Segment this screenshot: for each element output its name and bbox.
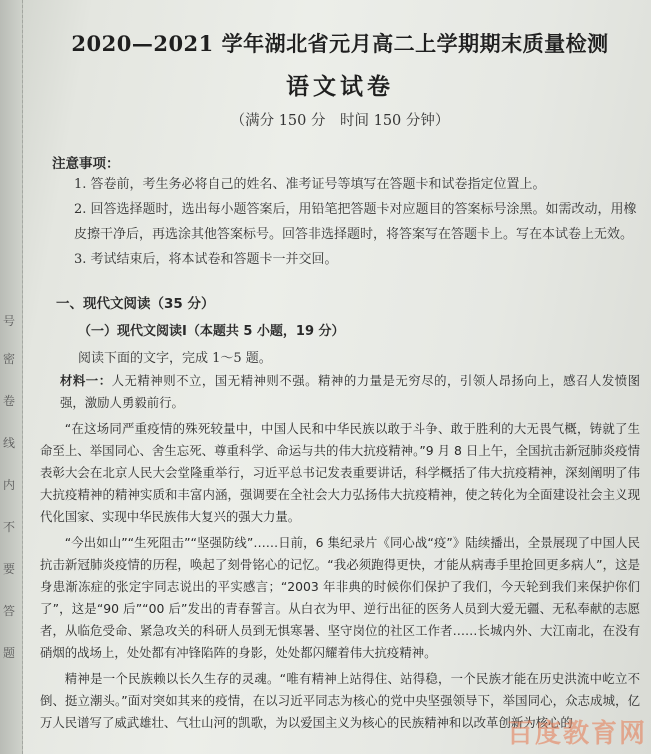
margin-char: 密 bbox=[2, 352, 15, 366]
margin-char: 内 bbox=[2, 478, 15, 492]
paragraph-text: 人无精神则不立，国无精神则不强。精神的力量是无穷尽的，引领人昂扬向上，感召人发愤图强，激励人勇毅前行。 bbox=[60, 373, 641, 410]
note-item: 2. 回答选择题时，选出每小题答案后，用铅笔把答题卡对应题目的答案标号涂黑。如需改动，用橡皮擦干净后，再选涂其他答案标号。回答非选择题时，将答案写在答题卡上。写在本试卷上无效。 bbox=[74, 202, 637, 242]
margin-char: 要 bbox=[2, 562, 15, 576]
margin-char: 答 bbox=[2, 604, 15, 618]
body-paragraph: “今出如山”“生死阻击”“坚强防线”……日前，6 集纪录片《同心战“疫”》陆续播出，全景展现了中国人民抗击新冠肺炎疫情的历程，唤起了刻骨铭心的记忆。“我必须跑得更快，才能从病毒手里抢回更多病人”，这是身患渐冻症的张定宇同志说出的平实感言；“2003 年非典的时候你们保护了我们，今天轮到我们来保护你们了”，这是“90 后”“00 后”发出的青春誓言。从白衣为甲、逆行出征的医务人员到大爱无疆、无私奉献的志愿者，从临危受命、紧急攻关的科研人员到无惧寒暑、坚守岗位的社区工作者……长城内外、大江南北，在没有硝烟的战场上，处处都有冲锋陷阵的身影，处处都闪耀着伟大抗疫精神。 bbox=[40, 535, 640, 660]
binding-margin bbox=[0, 0, 23, 754]
section-heading: 一、现代文阅读（35 分） bbox=[56, 296, 215, 312]
margin-char: 卷 bbox=[2, 394, 15, 408]
margin-char: 线 bbox=[2, 436, 15, 450]
watermark-logo: 百度教育网 bbox=[506, 719, 647, 749]
body-paragraph: 精神是一个民族赖以长久生存的灵魂。“唯有精神上站得住、站得稳，一个民族才能在历史洪流中屹立不倒、挺立潮头。”面对突如其来的疫情，在以习近平同志为核心的党中央坚强领导下，举国同心，众志成城，亿万人民谱写了威武雄壮、气壮山河的凯歌，为以爱国主义为核心的民族精神和以改革创新为核心的 bbox=[40, 671, 640, 730]
note-item: 3. 考试结束后，将本试卷和答题卡一并交回。 bbox=[74, 252, 338, 267]
exam-subject: 语文试卷 bbox=[286, 73, 394, 100]
margin-char: 题 bbox=[2, 646, 15, 660]
margin-char: 不 bbox=[2, 520, 15, 534]
note-item: 1. 答卷前，考生务必将自己的姓名、准考证号等填写在答题卡和试卷指定位置上。 bbox=[74, 177, 546, 192]
exam-title: 2020—2021 学年湖北省元月高二上学期期末质量检测 bbox=[71, 31, 609, 56]
subsection-heading: （一）现代文阅读Ⅰ（本题共 5 小题，19 分） bbox=[78, 324, 345, 339]
material-paragraph bbox=[60, 370, 640, 414]
material-label: 材料一： bbox=[60, 373, 112, 388]
body-paragraph: “在这场同严重疫情的殊死较量中，中国人民和中华民族以敢于斗争、敢于胜利的大无畏气概，铸就了生命至上、举国同心、舍生忘死、尊重科学、命运与共的伟大抗疫精神。”9 月 8 日上午，全国抗击新冠肺炎疫情表彰大会在北京人民大会堂隆重举行，习近平总书记发表重要讲话，科学概括了伟大抗疫精神，深刻阐明了伟大抗疫精神的精神实质和丰富内涵，强调要在全社会大力弘扬伟大抗疫精神，使之转化为全面建设社会主义现代化国家、实现中华民族伟大复兴的强大力量。 bbox=[40, 421, 640, 524]
exam-meta: （满分 150 分 时间 150 分钟） bbox=[230, 113, 450, 129]
margin-char: 号 bbox=[2, 314, 15, 328]
notes-heading: 注意事项： bbox=[52, 156, 120, 172]
instruction: 阅读下面的文字，完成 1～5 题。 bbox=[78, 351, 272, 366]
exam-content bbox=[40, 28, 640, 734]
